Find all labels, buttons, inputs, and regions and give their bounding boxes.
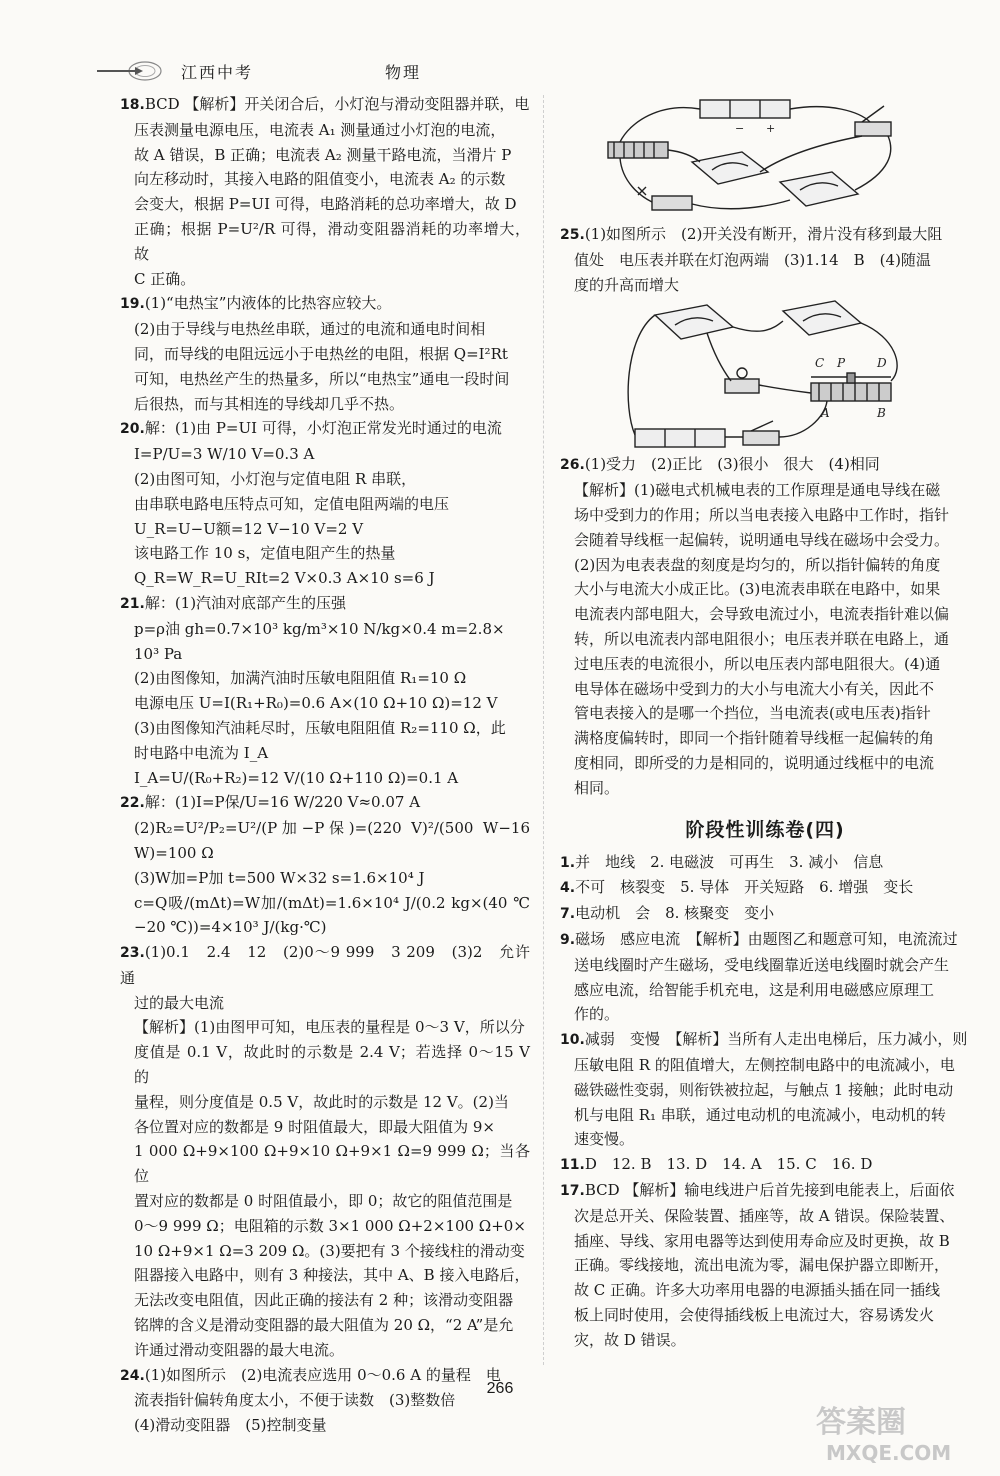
answer-line xyxy=(120,291,530,317)
answer-text: 不可 核裂变 5. 导体 开关短路 6. 增强 变长 xyxy=(575,878,914,897)
answer-text: 解：(1)汽油对底部产生的压强 xyxy=(144,593,347,612)
answer-line xyxy=(120,591,530,617)
page-header xyxy=(95,58,515,86)
svg-text:答案圈: 答案圈 xyxy=(816,1405,906,1440)
answer-text: 减弱 变慢 【解析】当所有人走出电梯后，压力减小，则 xyxy=(584,1030,968,1049)
answer-text: D 12. B 13. D 14. A 15. C 16. D xyxy=(584,1155,873,1174)
circuit-figure-q25 xyxy=(615,297,915,452)
column-divider xyxy=(543,95,544,1365)
answer-line: 次是总开关、保险装置、插座等，故 A 错误。保险装置、 xyxy=(574,1206,955,1225)
answer-line: 作的。 xyxy=(574,1005,620,1024)
answer-text: (1)受力 (2)正比 (3)很小 很大 (4)相同 xyxy=(584,455,880,474)
answer-line: 1 000 Ω+9×100 Ω+9×10 Ω+9×1 Ω=9 999 Ω；当各位 xyxy=(134,1142,530,1186)
answer-line: 值处 电压表并联在灯泡两端 (3)1.14 B (4)随温 xyxy=(574,250,931,269)
answer-line: 许通过滑动变阻器的最大电流。 xyxy=(134,1340,345,1359)
answer-text: BCD 【解析】开关闭合后，小灯泡与滑动变阻器并联，电 xyxy=(144,95,530,113)
answer-line: 机与电阻 R₁ 串联，通过电动机的电流减小，电动机的转 xyxy=(574,1105,946,1124)
answer-line: 故 A 错误，B 正确；电流表 A₂ 测量干路电流，当滑片 P xyxy=(134,145,512,164)
answer-line xyxy=(560,1178,970,1204)
section-title: 阶段性训练卷(四) xyxy=(685,818,845,841)
figure-label-a: A xyxy=(821,406,830,421)
question-number: 17. xyxy=(560,1182,585,1199)
answer-line: 各位置对应的数都是 9 时阻值最大，即最大阻值为 9× xyxy=(134,1117,495,1136)
answer-line: 0～9 999 Ω；电阻箱的示数 3×1 000 Ω+2×100 Ω+0× xyxy=(134,1216,526,1235)
question-number: 26. xyxy=(560,457,585,474)
question-number: 22. xyxy=(120,795,145,812)
figure-label-p: P xyxy=(837,356,846,371)
page-number: 266 xyxy=(486,1380,514,1397)
answer-line: 压敏电阻 R 的阻值增大，左侧控制电路中的电流减小，电 xyxy=(574,1055,955,1074)
header-subject: 物理 xyxy=(385,63,422,82)
answer-line: 量程，则分度值是 0.5 V，故此时的示数是 12 V。(2)当 xyxy=(134,1092,509,1111)
answer-text: 解：(1)I=P保/U=16 W/220 V≈0.07 A xyxy=(144,793,421,812)
answer-text: (1)如图所示 (2)开关没有断开，滑片没有移到最大阻 xyxy=(584,225,943,243)
answer-line: 10 Ω+9×1 Ω=3 209 Ω。(3)要把有 3 个接线柱的滑动变 xyxy=(134,1241,525,1260)
right-column xyxy=(560,92,970,1352)
left-column xyxy=(120,92,530,1438)
answer-line: 向左移动时，其接入电路的阻值变小，电流表 A₂ 的示数 xyxy=(134,170,506,189)
answer-line: 磁铁磁性变弱，则衔铁被拉起，与触点 1 接触；此时电动 xyxy=(574,1080,954,1099)
answer-text: (1)如图所示 (2)电流表应选用 0～0.6 A 的量程 电 xyxy=(144,1365,501,1384)
answer-text: (1)0.1 2.4 12 (2)0～9 999 3 209 (3)2 允许通 xyxy=(120,943,530,987)
answer-line: 正确。零线接地，流出电流为零，漏电保护器立即断开， xyxy=(574,1256,950,1275)
answer-line: 转，所以电流表内部电阻很小；电压表并联在电路上，通 xyxy=(574,629,950,648)
answer-line xyxy=(120,416,530,442)
answer-line: Q_R=W_R=U_RIt=2 V×0.3 A×10 s=6 J xyxy=(134,569,435,588)
answer-line: 感应电流，给智能手机充电，这是利用电磁感应原理工 xyxy=(574,980,935,999)
answer-line xyxy=(560,901,970,927)
answer-line: 过的最大电流 xyxy=(134,993,225,1012)
figure-label-d: D xyxy=(877,356,887,371)
question-number: 23. xyxy=(120,945,145,962)
answer-line: 送电线圈时产生磁场，受电线圈靠近送电线圈时就会产生 xyxy=(574,955,950,974)
answer-line: (3)W加=P加 t=500 W×32 s=1.6×10⁴ J xyxy=(134,868,425,887)
answer-line: 可知，电热丝产生的热量多，所以“电热宝”通电一段时间 xyxy=(134,369,510,388)
answer-line: (4)滑动变阻器 (5)控制变量 xyxy=(134,1416,327,1435)
answer-line: 满格度偏转时，即同一个指针随着导线框一起偏转的角 xyxy=(574,729,935,748)
answer-line: 流表指针偏转角度太小，不便于读数 (3)整数倍 xyxy=(134,1391,456,1410)
figure-label: − xyxy=(735,122,745,135)
answer-line: 10³ Pa xyxy=(134,644,183,663)
svg-text:MXQE.COM: MXQE.COM xyxy=(826,1441,952,1465)
answer-line: 由串联电路电压特点可知，定值电阻两端的电压 xyxy=(134,494,450,513)
header-logo-icon xyxy=(95,60,165,82)
answer-line: 度的升高而增大 xyxy=(574,275,680,294)
answer-line xyxy=(560,927,970,953)
answer-line: 电流表内部电阻大，会导致电流过小，电流表指针难以偏 xyxy=(574,605,950,624)
answer-line: (3)由图像知汽油耗尽时，压敏电阻阻值 R₂=110 Ω，此 xyxy=(134,718,506,737)
answer-line: 会变大，根据 P=UI 可得，电路消耗的总功率增大，故 D xyxy=(134,195,517,214)
answer-line: 大小与电流大小成正比。(3)电流表串联在电路中，如果 xyxy=(574,580,941,599)
question-number: 18. xyxy=(120,97,145,113)
answer-line: 该电路工作 10 s，定值电阻产生的热量 xyxy=(134,544,396,563)
figure-label: + xyxy=(766,122,776,135)
watermark-logo-icon xyxy=(812,1398,982,1468)
answer-line: U_R=U−U额=12 V−10 V=2 V xyxy=(134,519,364,538)
answer-line: 后很热，而与其相连的导线却几乎不热。 xyxy=(134,394,405,413)
answer-line: 度相同，即所受的力是相同的，说明通过线框中的电流 xyxy=(574,753,935,772)
answer-text: 解：(1)由 P=UI 可得，小灯泡正常发光时通过的电流 xyxy=(144,419,502,438)
answer-text: 并 地线 2. 电磁波 可再生 3. 减小 信息 xyxy=(575,852,884,871)
answer-line: 【解析】(1)由图甲可知，电压表的量程是 0～3 V，所以分 xyxy=(134,1018,525,1037)
figure-label-b: B xyxy=(877,406,886,421)
answer-line: (2)因为电表表盘的刻度是均匀的，所以指针偏转的角度 xyxy=(574,555,941,574)
answer-line: 插座、导线、家用电器等达到使用寿命应及时更换，故 B xyxy=(574,1231,950,1250)
answer-line xyxy=(560,222,970,248)
question-number: 21. xyxy=(120,595,145,612)
answer-line: (2)R₂=U²/P₂=U²/(P加−P保)=(220 V)²/(500 W−16 W)=100 Ω xyxy=(134,819,530,862)
answer-line xyxy=(560,1152,970,1178)
answer-line xyxy=(560,850,970,876)
answer-line: 度值是 0.1 V，故此时的示数是 2.4 V；若选择 0～15 V 的 xyxy=(134,1043,530,1087)
question-number: 4. xyxy=(560,880,576,897)
answer-line: 【解析】(1)磁电式机械电表的工作原理是通电导线在磁 xyxy=(574,481,941,500)
answer-line: 速变慢。 xyxy=(574,1130,635,1149)
right-top-answers-2 xyxy=(560,452,970,800)
answer-text: (1)“电热宝”内液体的比热容应较大。 xyxy=(144,294,392,313)
question-number: 20. xyxy=(120,421,145,438)
answer-text: 磁场 感应电流 【解析】由题图乙和题意可知，电流流过 xyxy=(575,929,958,948)
right-top-answers xyxy=(560,222,970,297)
answer-text: 电动机 会 8. 核聚变 变小 xyxy=(575,904,775,923)
answer-line: C 正确。 xyxy=(134,269,196,288)
question-number: 25. xyxy=(560,227,585,243)
figure-label-c: C xyxy=(815,356,825,371)
answer-line: 压表测量电源电压，电流表 A₁ 测量通过小灯泡的电流， xyxy=(134,120,506,139)
answer-text: BCD 【解析】输电线进户后首先接到电能表上，后面依 xyxy=(584,1180,955,1199)
answer-line: 板上同时使用，会使得插线板上电流过大，容易诱发火 xyxy=(574,1305,935,1324)
answer-line: p=ρ油 gh=0.7×10³ kg/m³×10 N/kg×0.4 m=2.8× xyxy=(134,619,505,638)
answer-line xyxy=(120,92,530,118)
answer-line: 故 C 正确。许多大功率用电器的电源插头插在同一插线 xyxy=(574,1281,941,1300)
right-bottom-answers xyxy=(560,850,970,1353)
answer-line: 正确；根据 P=U²/R 可得，滑动变阻器消耗的功率增大，故 xyxy=(134,219,530,263)
question-number: 19. xyxy=(120,296,145,313)
answer-line: 时电路中电流为 I_A xyxy=(134,743,269,762)
answer-line: 场中受到力的作用；所以当电表接入电路中工作时，指针 xyxy=(574,505,950,524)
circuit-figure-q24 xyxy=(600,92,930,222)
answer-line: 电源电压 U=I(R₁+R₀)=0.6 A×(10 Ω+10 Ω)=12 V xyxy=(134,694,498,713)
question-number: 10. xyxy=(560,1032,585,1049)
question-number: 9. xyxy=(560,931,576,948)
answer-line: 铭牌的含义是滑动变阻器的最大阻值为 20 Ω，“2 A”是允 xyxy=(134,1316,514,1335)
answer-line xyxy=(120,790,530,816)
answer-line: 相同。 xyxy=(574,778,620,797)
answer-line: c=Q吸/(mΔt)=W加/(mΔt)=1.6×10⁴ J/(0.2 kg×(40 ℃−20 ℃))=4×10³ J/(kg·℃) xyxy=(134,893,530,937)
answer-line: (2)由于导线与电热丝串联，通过的电流和通电时间相 xyxy=(134,320,486,339)
answer-line: 置对应的数都是 0 时阻值最小，即 0；故它的阻值范围是 xyxy=(134,1192,513,1211)
answer-line xyxy=(560,875,970,901)
answer-line: 无法改变电阻值，因此正确的接法有 2 种；该滑动变阻器 xyxy=(134,1291,514,1310)
answer-line: 过电压表的电流很小，所以电压表内部电阻很大。(4)通 xyxy=(574,654,941,673)
answer-line xyxy=(120,940,530,991)
answer-line: 同，而导线的电阻远远小于电热丝的电阻，根据 Q=I²Rt xyxy=(134,344,508,363)
answer-line: I_A=U/(R₀+R₂)=12 V/(10 Ω+110 Ω)=0.1 A xyxy=(134,768,459,787)
header-title: 江西中考 xyxy=(181,63,254,82)
answer-line: 灾，故 D 错误。 xyxy=(574,1330,686,1349)
question-number: 1. xyxy=(560,854,576,871)
answer-line xyxy=(560,1027,970,1053)
answer-line: 管电表接入的是哪一个挡位，当电流表(或电压表)指针 xyxy=(574,704,931,723)
answer-line: 阻器接入电路中，则有 3 种接法，其中 A、B 接入电路后， xyxy=(134,1266,530,1285)
question-number: 11. xyxy=(560,1157,585,1174)
answer-line: (2)由图可知，小灯泡与定值电阻 R 串联， xyxy=(134,469,417,488)
answer-line: (2)由图像知，加满汽油时压敏电阻阻值 R₁=10 Ω xyxy=(134,669,467,688)
answer-line: I=P/U=3 W/10 V=0.3 A xyxy=(134,445,315,464)
question-number: 24. xyxy=(120,1367,145,1384)
answer-line: 电导体在磁场中受到力的大小与电流大小有关，因此不 xyxy=(574,679,935,698)
answer-line: 会随着导线框一起偏转，说明通电导线在磁场中会受力。 xyxy=(574,530,950,549)
answer-line xyxy=(560,452,970,478)
question-number: 7. xyxy=(560,906,576,923)
